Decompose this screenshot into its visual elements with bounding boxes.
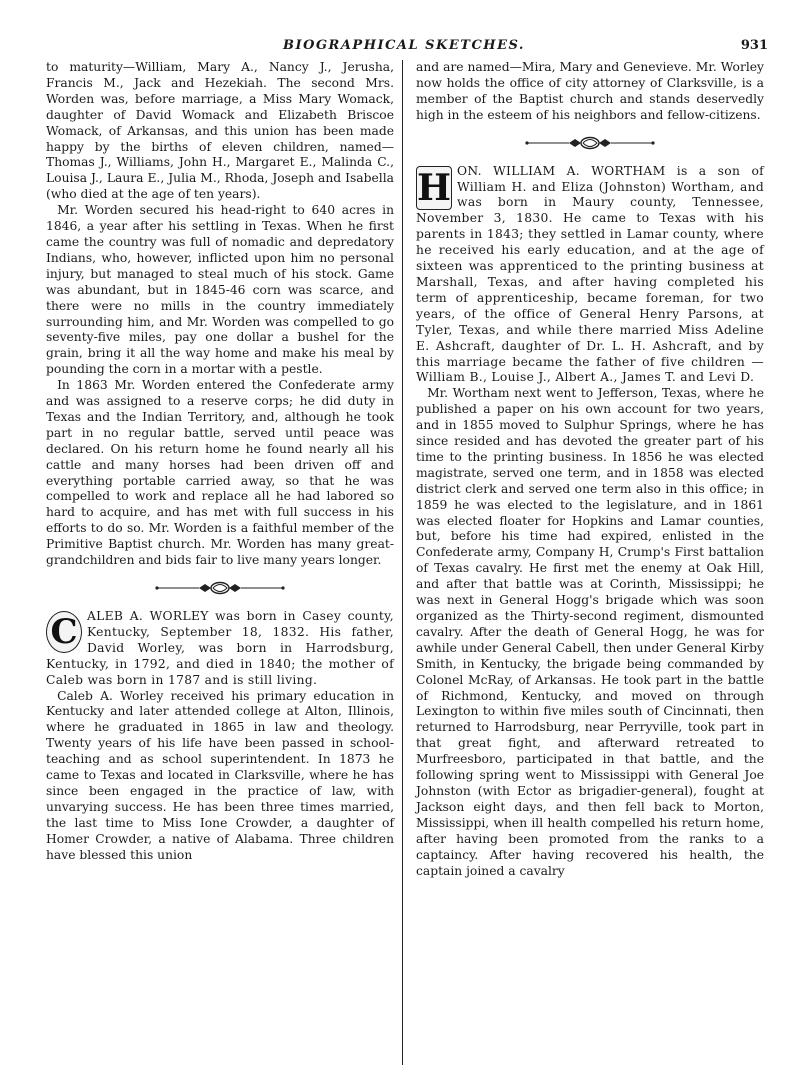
page-number: 931 (740, 38, 768, 53)
dropcap-c: C (46, 611, 82, 653)
running-title: BIOGRAPHICAL SKETCHES. (283, 38, 525, 53)
section-ornament (46, 576, 394, 600)
wortham-lead-paragraph (416, 164, 764, 387)
left-column (46, 60, 394, 864)
ornament-divider-icon (525, 135, 655, 151)
ornament-divider-icon (155, 580, 285, 596)
worley-paragraph-education: Caleb A. Worley received his primary education in Kentucky and later attended college at Alton, Illinois, where he graduated in 1865 in law and theology. Twenty years of his life have been passed in school-teaching and as school superintendent. In 1873 he came to Texas and located in Clarksville, where he has since been engaged in the practice of law, with unvarying success. He has been three times married, the last time to Miss Ione Crowder, a daughter of Homer Crowder, a native of Alabama. Three children have blessed this union (46, 688, 394, 862)
wortham-lead-text: ON. WILLIAM A. WORTHAM is a son of William H. and Eliza (Johnston) Wortham, and was born in Maury county, Tennessee, November 3, 1830. He came to Texas with his parents in 1843; they settled in Lamar county, where he received his early education, and at the age of sixteen was apprenticed to the printing business at Marshall, Texas, and after having completed his term of apprenticeship, became foreman, for two years, of the office of General Henry Parsons, at Tyler, Texas, and while there married Miss Adeline E. Ashcraft, daughter of Dr. L. H. Ashcraft, and by this marriage became the father of five children —William B., Louise J., Albert A., James T. and Levi D. (416, 163, 764, 385)
wortham-paragraph-career: Mr. Wortham next went to Jefferson, Texas, where he published a paper on his own account for two years, and in 1855 moved to Sulphur Springs, where he has since resided and has devoted the greater part of his time to the printing business. In 1856 he was elected magistrate, served one term, and in 1858 was elected district clerk and served one term also in this office; in 1859 he was elected to the legislature, and in 1861 was elected floater for Hopkins and Lamar counties, but, before his time had expired, enlisted in the Confederate army, Company H, Crump's First battalion of Texas cavalry. He first met the enemy at Oak Hill, and after that battle was at Corinth, Mississippi; he was next in General Hogg's brigade which was soon organized as the Thirty-second regiment, dismounted cavalry. After the death of General Hogg, he was for awhile under General Cabell, then under General Kirby Smith, in Kentucky, the brigade being commanded by Colonel McRay, of Arkansas. He took part in the battle of Richmond, Kentucky, and moved on through Lexington to within five miles south of Cincinnati, then returned to Harrodsburg, near Perryville, took part in that great fight, and afterward retreated to Murfreesboro, participated in that battle, and the following spring went to Mississippi with General Joe Johnston (with Ector as brigadier-general), fought at Jackson eight days, and then fell back to Morton, Mississippi, when ill health compelled his return home, after having been promoted from the ranks to a captaincy. After having recovered his health, the captain joined a cavalry (416, 386, 764, 878)
page-header (40, 38, 768, 58)
worden-paragraph-children: to maturity—William, Mary A., Nancy J., Jerusha, Francis M., Jack and Hezekiah. The second Mrs. Worden was, before marriage, a Miss Mary Womack, daughter of David Womack and Elizabeth Briscoe Womack, of Arkansas, and this union has been made happy by the births of eleven children, named—Thomas J., Williams, John H., Margaret E., Malinda C., Louisa J., Laura E., Julia M., Rhoda, Joseph and Isabella (who died at the age of ten years). (46, 60, 394, 202)
worden-paragraph-confederate: In 1863 Mr. Worden entered the Confederate army and was assigned to a reserve corps; he did duty in Texas and the Indian Territory, and, although he took part in no regular battle, served until peace was declared. On his return home he found nearly all his cattle and many horses had been driven off and everything portable carried away, so that he was compelled to work and replace all he had labored so hard to acquire, and has met with full success in his efforts to do so. Mr. Worden is a faithful member of the Primitive Baptist church. Mr. Worden has many great-grandchildren and bids fair to live many years longer. (46, 378, 394, 568)
section-ornament-right (416, 131, 764, 155)
right-column (416, 60, 764, 879)
worden-paragraph-headright: Mr. Worden secured his head-right to 640 acres in 1846, a year after his settling in Texas. When he first came the country was full of nomadic and depredatory Indians, who, however, inflicted upon him no personal injury, but managed to steal much of his stock. Game was abundant, but in 1845-46 corn was scarce, and there were no mills in the country immediately surrounding him, and Mr. Worden was compelled to go seventy-five miles, pay one dollar a bushel for the grain, bring it all the way home and make his meal by pounding the corn in a mortar with a pestle. (46, 203, 394, 377)
column-divider (402, 60, 403, 1065)
worley-lead-text: ALEB A. WORLEY was born in Casey county, Kentucky, September 18, 1832. His father, David Worley, was born in Harrodsburg, Kentucky, in 1792, and died in 1840; the mother of Caleb was born in 1787 and is still living. (46, 609, 394, 687)
worley-lead-paragraph (46, 609, 394, 689)
dropcap-h: H (417, 166, 452, 209)
worley-paragraph-children: and are named—Mira, Mary and Genevieve. Mr. Worley now holds the office of city attorney of Clarksville, is a member of the Baptist church and stands deservedly high in the esteem of his neighbors and fellow-citizens. (416, 60, 764, 122)
